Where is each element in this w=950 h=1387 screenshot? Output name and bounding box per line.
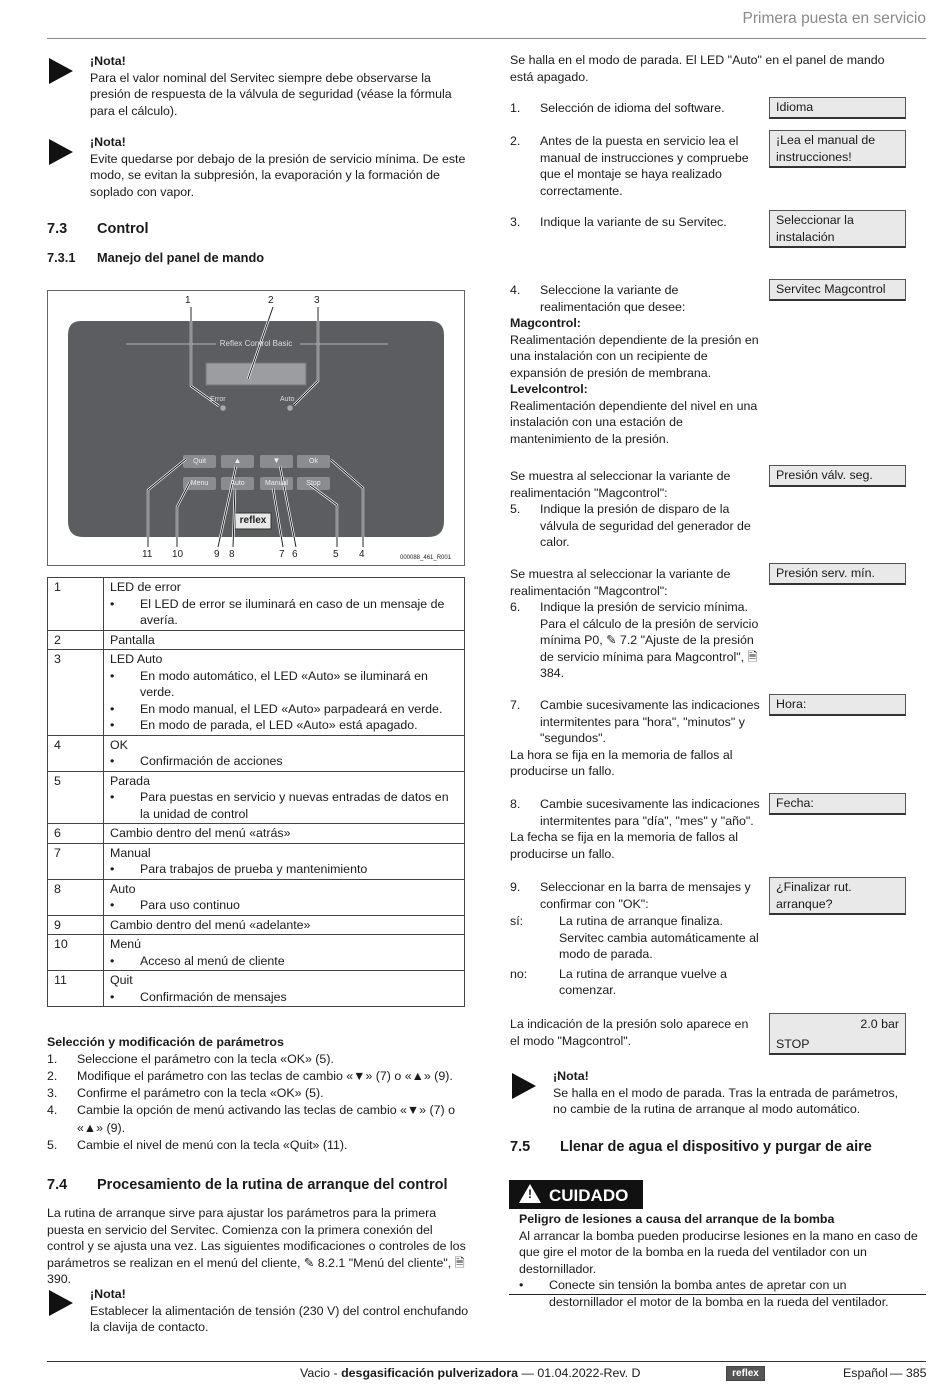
- legend-bullet: • En modo automático, el LED «Auto» se iluminará en verde.: [110, 668, 459, 701]
- section-7-4-title: Procesamiento de la rutina de arranque del control: [97, 1177, 448, 1193]
- step-8-text: Cambie sucesivamente las indicaciones intermitentes para "día", "mes" y "año".: [540, 797, 760, 828]
- legend-row: [48, 915, 465, 935]
- section-7-3-1-title: Manejo del panel de mando: [97, 250, 265, 265]
- legend-number: 2: [48, 630, 104, 650]
- step-2-text: Antes de la puesta en servicio lea el manual de instrucciones y compruebe que el montaje se haya realizado correctamente.: [540, 134, 749, 198]
- step-7-number: 7.: [510, 698, 521, 712]
- legend-title: Pantalla: [110, 632, 155, 647]
- step-1-text: Selección de idioma del software.: [540, 101, 725, 115]
- legend-bullet: • En modo manual, el LED «Auto» parpadeará en verde.: [110, 701, 459, 718]
- params-section: [47, 1034, 467, 1154]
- legend-row: [48, 650, 465, 736]
- params-step-text: Cambie la opción de menú activando las teclas de cambio «▼» (7) o «▲» (9).: [77, 1103, 455, 1135]
- footer-page-number: — 385: [890, 1366, 927, 1380]
- legend-row: [48, 735, 465, 771]
- legend-description: [104, 771, 465, 824]
- section-7-3-number: 7.3: [47, 221, 68, 237]
- legend-row: [48, 771, 465, 824]
- section-7-3-1-heading: [47, 250, 264, 267]
- no-key: no:: [510, 966, 528, 981]
- step-6-number: 6.: [510, 600, 521, 614]
- legend-bullet: • Para puestas en servicio y nuevas entradas de datos en la unidad de control: [110, 789, 459, 822]
- section-7-3-heading: [47, 221, 149, 238]
- stop-button: Stop: [306, 480, 321, 487]
- legend-table: [47, 577, 465, 1007]
- legend-bullet: • El LED de error se iluminará en caso de un mensaje de avería.: [110, 596, 459, 629]
- legend-description: [104, 650, 465, 736]
- display-box-instalacion: Seleccionar la instalación: [769, 210, 906, 248]
- step-3-text: Indique la variante de su Servitec.: [540, 215, 727, 229]
- callout-8: 8: [229, 549, 235, 560]
- legend-title: Quit: [110, 973, 133, 987]
- control-panel-figure: [47, 290, 465, 566]
- step-8: [510, 796, 760, 862]
- params-step: [47, 1137, 467, 1154]
- magcontrol-title: Magcontrol:: [510, 316, 581, 330]
- legend-number: 10: [48, 935, 104, 971]
- quit-button: Quit: [193, 458, 206, 465]
- legend-number: 7: [48, 843, 104, 879]
- note-3: [90, 1286, 470, 1336]
- note-4-title: ¡Nota!: [553, 1069, 589, 1083]
- footer-reflex-logo: reflex: [726, 1366, 765, 1381]
- yes-text: La rutina de arranque finaliza. Servitec cambia automáticamente al modo de parada.: [559, 914, 759, 961]
- legend-number: 3: [48, 650, 104, 736]
- note-2-text: Evite quedarse por debajo de la presión de servicio mínima. De este modo, se evitan la subpresión, la evaporación y la formación de soplado con vapor.: [90, 151, 466, 199]
- magcontrol-text: Realimentación dependiente de la presión en una instalación con un recipiente de expansión de presión de membrana.: [510, 332, 759, 380]
- legend-description: [104, 971, 465, 1007]
- step-2: [510, 133, 760, 199]
- display-box-manual: ¡Lea el manual de instrucciones!: [769, 130, 906, 168]
- auto-button: Auto: [230, 480, 245, 487]
- note-1: [90, 53, 470, 119]
- step-9: [510, 879, 760, 999]
- display-box-valvula: Presión válv. seg.: [769, 465, 906, 487]
- legend-number: 4: [48, 735, 104, 771]
- legend-title: Menú: [110, 937, 141, 951]
- figure-code: 000088_461_R001: [400, 555, 452, 561]
- legend-title: Manual: [110, 845, 151, 860]
- footer-rule: [47, 1361, 926, 1362]
- pressure-mode: STOP: [776, 1036, 810, 1051]
- callout-11: 11: [142, 549, 153, 560]
- legend-number: 6: [48, 824, 104, 844]
- step-7-after: La hora se fija en la memoria de fallos al producirse un fallo.: [510, 747, 733, 778]
- page-header-title: Primera puesta en servicio: [742, 10, 926, 27]
- legend-title: OK: [110, 737, 128, 752]
- section-7-4-number: 7.4: [47, 1177, 68, 1193]
- note-2: [90, 134, 470, 200]
- section-7-4-heading: [47, 1177, 448, 1194]
- note-3-text: Establecer la alimentación de tensión (230 V) del control enchufando la clavija de contacto.: [90, 1303, 469, 1334]
- legend-row: [48, 879, 465, 915]
- params-step-number: 3.: [47, 1086, 58, 1101]
- down-button: ▼: [272, 456, 281, 465]
- display-box-fecha: Fecha:: [769, 793, 906, 815]
- step-2-number: 2.: [510, 134, 521, 148]
- display-box-magcontrol: Servitec Magcontrol: [769, 279, 906, 301]
- section-7-3-title: Control: [97, 221, 149, 237]
- section-7-5-title: Llenar de agua el dispositivo y purgar de aire: [560, 1139, 872, 1155]
- params-step-number: 2.: [47, 1068, 58, 1083]
- display-box-hora: Hora:: [769, 694, 906, 716]
- note-arrow-icon: [49, 139, 73, 165]
- up-button: ▲: [233, 456, 242, 465]
- step-1-number: 1.: [510, 101, 521, 115]
- note-4-text: Se halla en el modo de parada. Tras la entrada de parámetros, no cambie de la rutina de arranque al modo automático.: [553, 1085, 899, 1116]
- panel-title-label: Reflex Control Basic: [219, 339, 293, 348]
- display-box-presion-min: Presión serv. mín.: [769, 563, 906, 585]
- params-step: [47, 1102, 467, 1137]
- callout-6: 6: [292, 549, 298, 560]
- step-4-text: Seleccione la variante de realimentación que desee:: [540, 283, 686, 314]
- menu-button: Menu: [190, 480, 209, 487]
- ok-button: Ok: [309, 458, 318, 465]
- legend-title: Cambio dentro del menú «adelante»: [110, 917, 311, 932]
- legend-bullet: • En modo de parada, el LED «Auto» está apagado.: [110, 717, 459, 734]
- warning-triangle-icon: [519, 1184, 541, 1203]
- legend-row: [48, 578, 465, 631]
- legend-bullet: • Acceso al menú de cliente: [110, 953, 459, 970]
- legend-bullet: • Confirmación de mensajes: [110, 989, 459, 1006]
- caution-badge: [509, 1180, 643, 1209]
- legend-title: Auto: [110, 881, 136, 896]
- legend-row: [48, 971, 465, 1007]
- caution-title: Peligro de lesiones a causa del arranque de la bomba: [519, 1212, 835, 1226]
- legend-bullet: • Confirmación de acciones: [110, 753, 459, 770]
- legend-row: [48, 935, 465, 971]
- section-7-4-text: La rutina de arranque sirve para ajustar los parámetros para la primera puesta en servicio del Servitec. Comienza con la primera conexión del control y se ajusta una vez. Las siguientes modificaciones o controles de los parámetros se realizan en el menú del cliente, ✎ 8.2.1 "Menú del cliente", 🗎 390.: [47, 1206, 466, 1286]
- step-5-text: Indique la presión de disparo de la válvula de seguridad del generador de calor.: [540, 502, 751, 549]
- no-text: La rutina de arranque vuelve a comenzar.: [559, 966, 728, 997]
- note-arrow-icon: [49, 1290, 73, 1316]
- caution-box: [519, 1211, 919, 1310]
- note-3-title: ¡Nota!: [90, 1287, 126, 1301]
- caution-rule: [509, 1294, 926, 1295]
- note-4: [553, 1068, 913, 1118]
- manual-button: Manual: [265, 480, 288, 487]
- caution-badge-label: CUIDADO: [549, 1186, 629, 1205]
- params-title: Selección y modificación de parámetros: [47, 1035, 284, 1049]
- step-5: [510, 468, 760, 551]
- legend-description: [104, 630, 465, 650]
- legend-bullet: • Para uso continuo: [110, 897, 459, 914]
- step-8-number: 8.: [510, 797, 521, 811]
- caution-bullet: • Conecte sin tensión la bomba antes de apretar con un destornillador el motor de la bomba en la rueda del ventilador.: [519, 1277, 919, 1310]
- step-6: [510, 566, 760, 682]
- callout-2: 2: [268, 295, 274, 306]
- params-step-number: 4.: [47, 1103, 58, 1118]
- footer-language: Español: [843, 1366, 888, 1380]
- note-arrow-icon: [512, 1073, 536, 1099]
- legend-number: 1: [48, 578, 104, 631]
- yes-key: sí:: [510, 914, 524, 928]
- note-arrow-icon: [49, 58, 73, 84]
- note-1-title: ¡Nota!: [90, 54, 126, 68]
- display-box-idioma: Idioma: [769, 97, 906, 119]
- legend-row: [48, 843, 465, 879]
- section-7-3-1-number: 7.3.1: [47, 250, 76, 265]
- auto-led-label: Auto: [280, 396, 295, 403]
- params-step: [47, 1085, 467, 1102]
- callout-1: 1: [185, 295, 191, 306]
- legend-description: [104, 824, 465, 844]
- footer-bold: desgasificación pulverizadora: [341, 1366, 519, 1380]
- legend-title: Cambio dentro del menú «atrás»: [110, 826, 291, 840]
- legend-description: [104, 578, 465, 631]
- step-6-text: Indique la presión de servicio mínima. Para el cálculo de la presión de servicio mínima P0, ✎ 7.2 "Ajuste de la presión de servicio mínima para Magcontrol", 🗎 384.: [540, 600, 759, 680]
- step-1: [510, 100, 760, 117]
- step-3: [510, 214, 760, 231]
- legend-number: 9: [48, 915, 104, 935]
- section-7-5-number: 7.5: [510, 1139, 531, 1155]
- legend-description: [104, 935, 465, 971]
- legend-number: 11: [48, 971, 104, 1007]
- step-9-number: 9.: [510, 880, 521, 894]
- legend-bullet: • Para trabajos de prueba y mantenimiento: [110, 861, 459, 878]
- callout-9: 9: [214, 549, 220, 560]
- step-5-intro: Se muestra al seleccionar la variante de realimentación "Magcontrol":: [510, 469, 731, 500]
- step-9-text: Seleccionar en la barra de mensajes y confirmar con "OK":: [540, 880, 751, 911]
- legend-description: [104, 879, 465, 915]
- legend-title: LED Auto: [110, 652, 163, 666]
- callout-5: 5: [333, 549, 339, 560]
- note-1-text: Para el valor nominal del Servitec siempre debe observarse la presión de respuesta de la válvula de seguridad (véase la fórmula para el cálculo).: [90, 70, 452, 118]
- legend-description: [104, 915, 465, 935]
- callout-10: 10: [172, 549, 184, 560]
- footer-suffix: — 01.04.2022-Rev. D: [518, 1366, 641, 1380]
- params-step: [47, 1068, 467, 1085]
- startup-intro: Se halla en el modo de parada. El LED "Auto" en el panel de mando está apagado.: [510, 53, 885, 84]
- step-6-intro: Se muestra al seleccionar la variante de realimentación "Magcontrol":: [510, 567, 731, 598]
- params-step-text: Confirme el parámetro con la tecla «OK» (5).: [77, 1086, 324, 1101]
- step-4: [510, 282, 760, 447]
- caution-text: Al arrancar la bomba pueden producirse lesiones en la mano en caso de que gire el motor de la bomba en la rueda del ventilador con un destornillador.: [519, 1228, 918, 1276]
- legend-number: 5: [48, 771, 104, 824]
- legend-title: LED de error: [110, 580, 181, 594]
- error-led-label: Error: [210, 396, 226, 403]
- legend-title: Parada: [110, 773, 150, 788]
- params-step-number: 1.: [47, 1051, 58, 1066]
- legend-number: 8: [48, 879, 104, 915]
- params-step-text: Modifique el parámetro con las teclas de cambio «▼» (7) o «▲» (9).: [77, 1068, 453, 1083]
- legend-row: [48, 824, 465, 844]
- footer-prefix: Vacio -: [300, 1366, 342, 1380]
- step-5-number: 5.: [510, 502, 521, 516]
- legend-description: [104, 735, 465, 771]
- reflex-logo: reflex: [239, 515, 267, 526]
- step-8-after: La fecha se fija en la memoria de fallos al producirse un fallo.: [510, 830, 738, 861]
- display-box-finalizar: ¿Finalizar rut. arranque?: [769, 877, 906, 915]
- params-step-text: Seleccione el parámetro con la tecla «OK» (5).: [77, 1051, 334, 1066]
- legend-row: [48, 630, 465, 650]
- levelcontrol-text: Realimentación dependiente del nivel en una instalación con una estación de mantenimiento de la presión.: [510, 398, 758, 446]
- params-step-text: Cambie el nivel de menú con la tecla «Quit» (11).: [77, 1137, 348, 1152]
- step-3-number: 3.: [510, 215, 521, 229]
- step-4-number: 4.: [510, 283, 521, 297]
- pressure-value: 2.0 bar: [860, 1017, 899, 1031]
- step-7: [510, 697, 760, 780]
- display-box-pressure: [769, 1013, 906, 1055]
- footer-doc-title: [300, 1365, 640, 1382]
- note-2-title: ¡Nota!: [90, 135, 126, 149]
- header-rule: [47, 38, 926, 39]
- params-step-number: 5.: [47, 1137, 58, 1152]
- params-step: [47, 1051, 467, 1068]
- callout-3: 3: [314, 295, 320, 306]
- step-7-text: Cambie sucesivamente las indicaciones intermitentes para "hora", "minutos" y "segundos".: [540, 698, 760, 745]
- levelcontrol-title: Levelcontrol:: [510, 382, 588, 396]
- callout-7: 7: [279, 549, 285, 560]
- callout-4: 4: [359, 549, 365, 560]
- section-7-5-heading: [510, 1139, 872, 1156]
- pressure-note: La indicación de la presión solo aparece en el modo "Magcontrol".: [510, 1017, 749, 1048]
- legend-description: [104, 843, 465, 879]
